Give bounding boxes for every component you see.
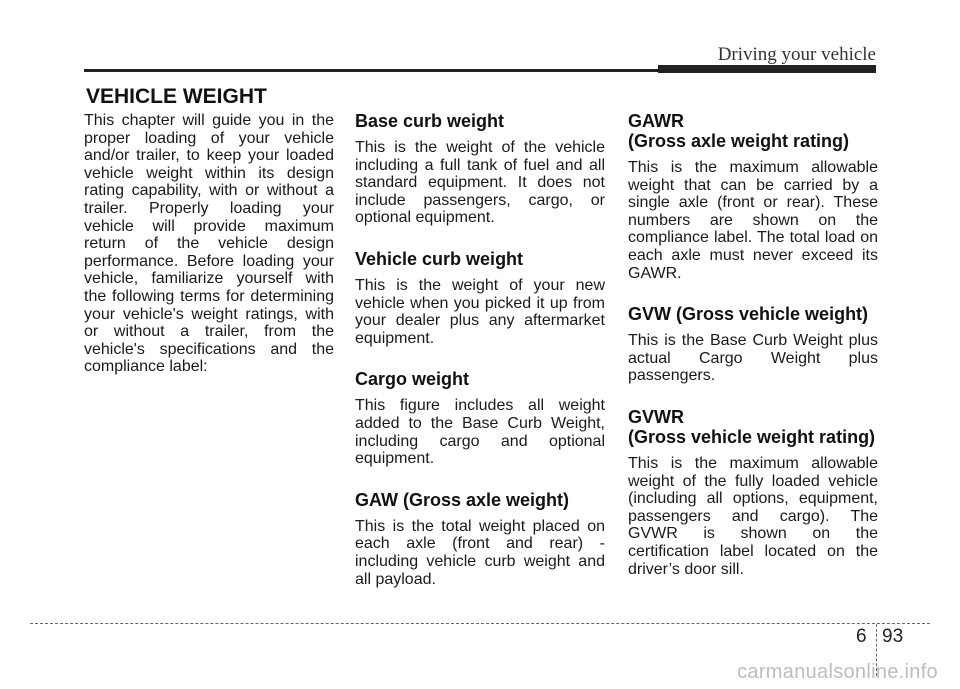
term-body: This is the maximum allowable weight of the fully loaded vehicle (including all options, equipment, passengers and cargo). The GVWR is shown on the certification label located on the driver’s door sill. xyxy=(628,454,878,578)
watermark: carmanualsonline.info xyxy=(737,661,938,683)
term-heading: GAW (Gross axle weight) xyxy=(355,489,570,510)
term-heading: GVW (Gross vehicle weight) xyxy=(628,304,869,325)
term-heading: Base curb weight xyxy=(355,111,505,131)
term-gvwr xyxy=(628,407,878,578)
term-heading-line2: (Gross vehicle weight rating) xyxy=(628,426,876,447)
term-heading: Cargo weight xyxy=(355,369,470,390)
footer-rule xyxy=(30,623,930,624)
term-gawr xyxy=(628,111,878,282)
term-heading-line2: (Gross axle weight rating) xyxy=(628,131,850,151)
term-body: This is the total weight placed on each axle (front and rear) - including vehicle curb weight and all payload. xyxy=(355,517,605,588)
term-heading-line1: GVWR xyxy=(628,406,684,427)
term-body: This is the Base Curb Weight plus actual Cargo Weight plus passengers. xyxy=(628,332,878,385)
running-header: Driving your vehicle xyxy=(717,44,876,65)
term-heading xyxy=(628,407,878,447)
term-gaw xyxy=(355,490,605,588)
term-body: This figure includes all weight added to the Base Curb Weight, including cargo and optional equipment. xyxy=(355,397,605,468)
term-body: This is the weight of your new vehicle when you picked it up from your dealer plus any aftermarket equipment. xyxy=(355,276,605,347)
column-right xyxy=(628,111,878,600)
page-number: 93 xyxy=(882,626,904,647)
term-body: This is the weight of the vehicle including a full tank of fuel and all standard equipment. It does not include passengers, cargo, or optional equipment. xyxy=(355,139,605,227)
term-gvw xyxy=(628,304,878,385)
term-base-curb-weight xyxy=(355,111,605,227)
term-cargo-weight xyxy=(355,369,605,467)
header-rule xyxy=(84,69,664,72)
column-left xyxy=(84,112,334,376)
header-rule-accent xyxy=(658,65,876,73)
chapter-number: 6 xyxy=(856,626,867,647)
term-body: This is the maximum allowable weight that can be carried by a single axle (front or rear). These numbers are shown on the compliance label. The total load on each axle must never exceed its GAWR. xyxy=(628,159,878,282)
column-middle xyxy=(355,111,605,610)
term-heading-line1: GAWR xyxy=(628,111,684,131)
section-title: VEHICLE WEIGHT xyxy=(86,85,267,108)
term-heading xyxy=(628,111,878,151)
term-vehicle-curb-weight xyxy=(355,249,605,347)
term-heading: Vehicle curb weight xyxy=(355,248,524,269)
intro-paragraph: This chapter will guide you in the proper loading of your vehicle and/or trailer, to keep your loaded vehicle weight within its design rating capability, with or without a trailer. Properly loading your vehicle will provide maximum return of the vehicle design performance. Before loading your vehicle, familiarize yourself with the following terms for determining your vehicle's weight ratings, with or without a trailer, from the vehicle's specifications and the compliance label: xyxy=(84,112,334,376)
